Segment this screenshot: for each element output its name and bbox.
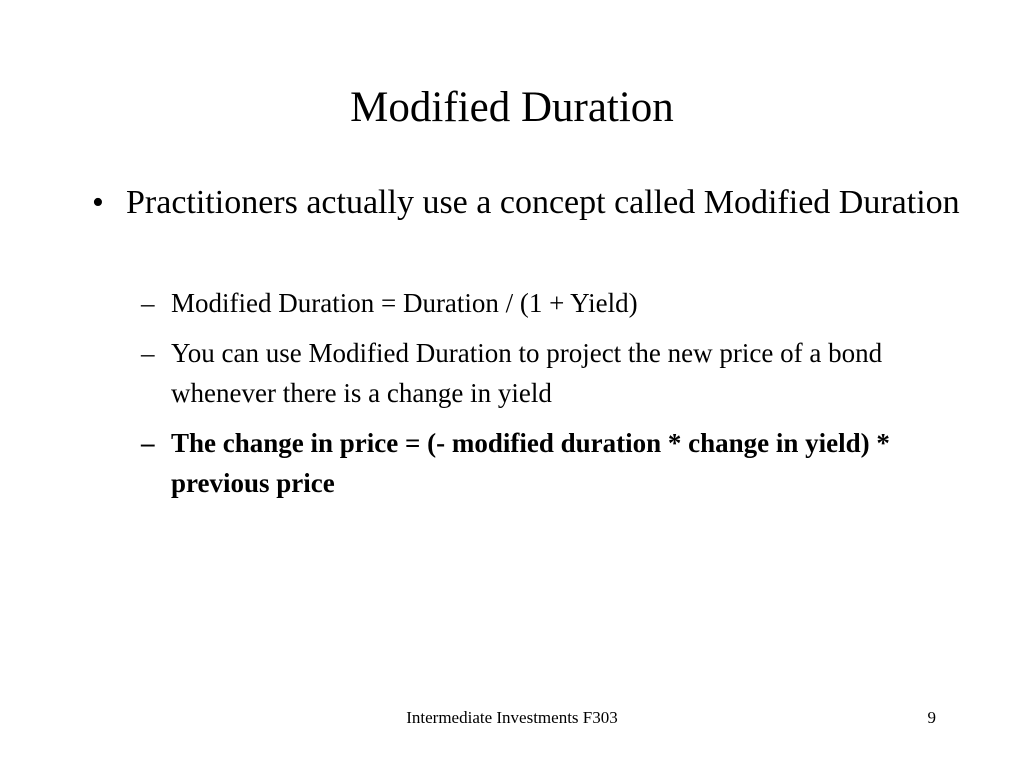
sub-bullet-item [141,333,941,413]
sub-bullet-marker: – [141,288,155,318]
bullet-text: Practitioners actually use a concept called Modified Duration [126,184,960,221]
bullet-marker: • [92,184,104,221]
bullet-item [92,181,962,225]
sub-bullet-marker: – [141,428,155,458]
footer-course: Intermediate Investments F303 [406,708,618,727]
sub-bullet-item-bold [141,423,941,503]
sub-bullet-text: Modified Duration = Duration / (1 + Yield) [171,288,638,318]
sub-bullet-text: The change in price = (- modified duration * change in yield) * previous price [171,428,890,498]
page-number: 9 [927,708,936,727]
sub-bullet-item [141,283,941,323]
sub-bullet-marker: – [141,338,155,368]
slide-title: Modified Duration [350,84,674,131]
sub-bullet-text: You can use Modified Duration to project the new price of a bond whenever there is a change in yield [171,338,883,408]
